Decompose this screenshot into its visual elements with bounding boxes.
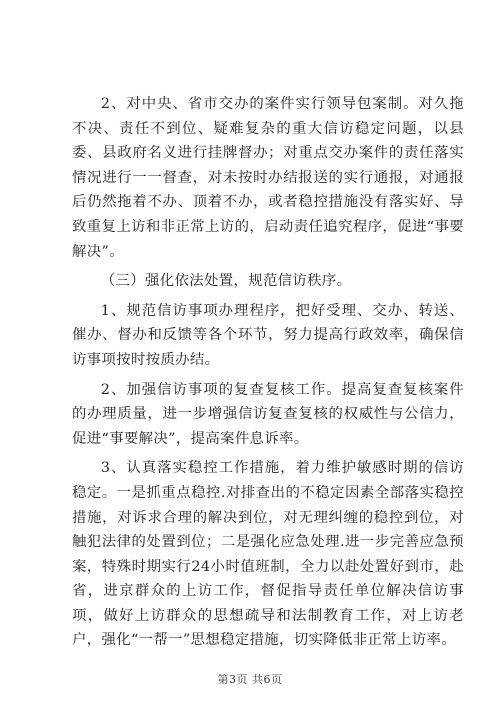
page-number-footer: 第3页 共6页: [217, 673, 283, 686]
paragraph-stability-measures: 3、认真落实稳控工作措施，着力维护敏感时期的信访稳定。一是抓重点稳控.对排查出的不稳定因素全部落实稳控措施，对诉求合理的解决到位，对无理纠缠的稳控到位，对触犯法律的处置到位；二是强化应急处理.进一步完善应急预案，特殊时期实行24小时值班制，全力以赴处置好到市，赴省，进京群众的上访工作，督促指导责任单位解决信访事项，做好上访群众的思想疏导和法制教育工作，对上访老户，强化“一帮一”思想稳定措施，切实降低非正常上访率。: [72, 460, 464, 649]
document-body: [72, 92, 464, 658]
paragraph-review-work: 2、加强信访事项的复查复核工作。提高复查复核案件的办理质量，进一步增强信访复查复核的权威性与公信力，促进“事要解决”，提高案件息诉率。: [72, 381, 464, 447]
paragraph-standardize-procedure: 1、规范信访事项办理程序，把好受理、交办、转送、催办、督办和反馈等各个环节，努力提高行政效率，确保信访事项按时按质办结。: [72, 302, 464, 368]
paragraph-leadership-case-system: 2、对中央、省市交办的案件实行领导包案制。对久拖不决、责任不到位、疑难复杂的重大信访稳定问题，以县委、县政府名义进行挂牌督办；对重点交办案件的责任落实情况进行一一督查，对未按时办结报送的实行通报，对通报后仍然拖着不办、顶着不办，或者稳控措施没有落实好、导致重复上访和非正常上访的，启动责任追究程序，促进“事要解决”。: [72, 96, 464, 260]
section-heading-lawful-handling: （三）强化依法处置，规范信访秩序。: [100, 273, 352, 290]
